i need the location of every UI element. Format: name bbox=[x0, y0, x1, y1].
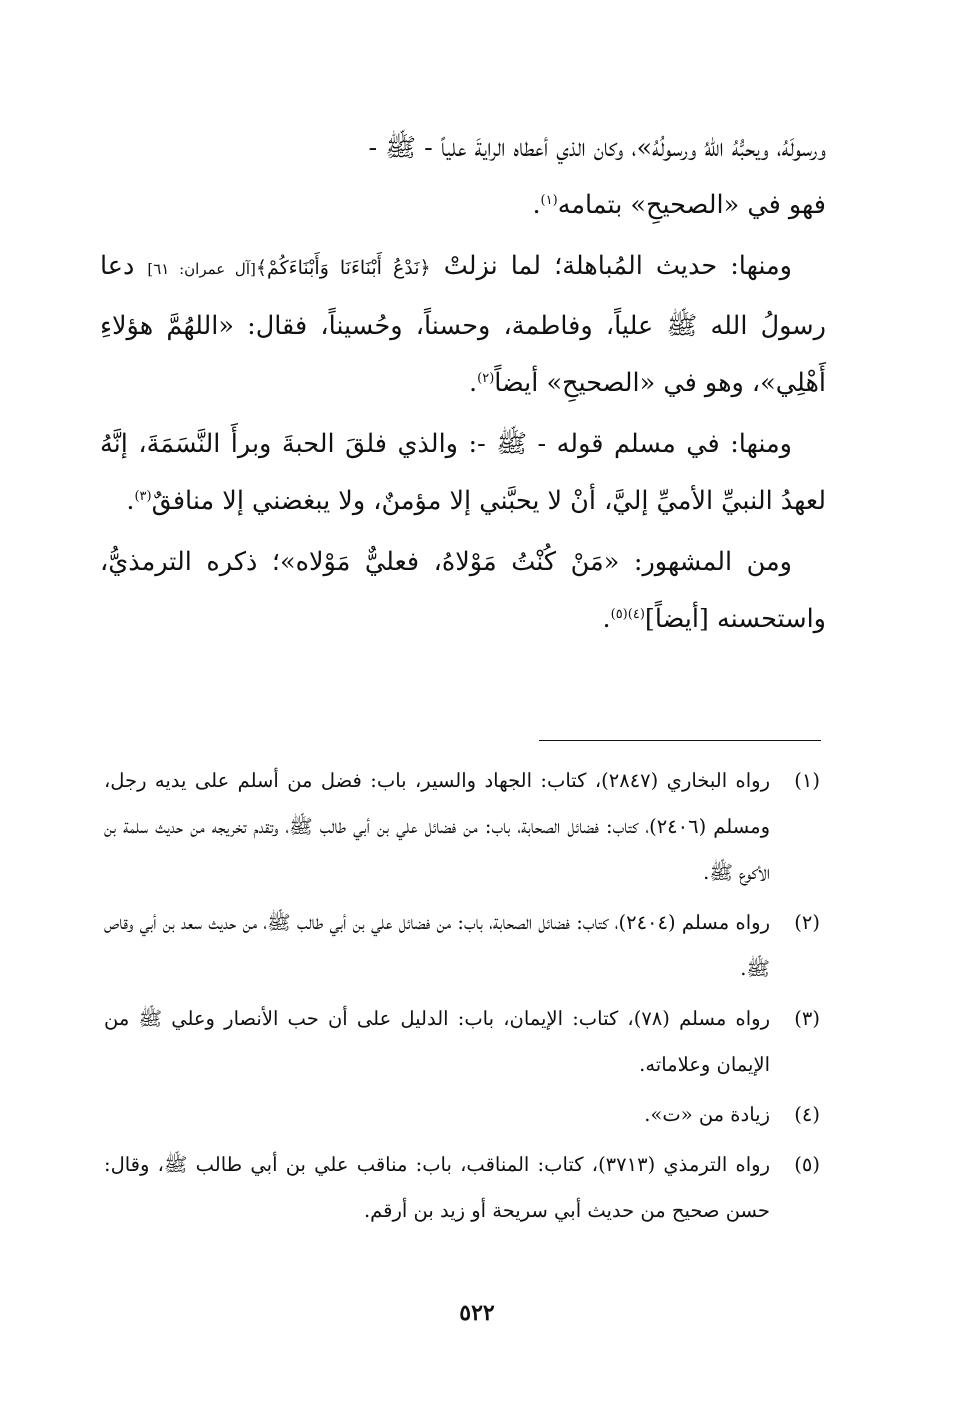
paragraph-2-start: ومنها: حديث المُباهلة؛ لما نزلتْ bbox=[430, 251, 792, 281]
paragraph-1 bbox=[100, 120, 826, 234]
paragraph-3 bbox=[100, 416, 826, 530]
paragraph-3-end: . bbox=[126, 486, 135, 516]
paragraph-3-text: ومنها: في مسلم قوله - ﷺ -: والذي فلقَ الحبةَ وبرأَ النَّسَمَةَ، إنَّهُ لعهدُ النبيِّ الأميِّ إليَّ، أنْ لا يحبَّني إلا مؤمنٌ، ولا يبغضني إلا منافقٌ bbox=[100, 429, 826, 516]
paragraph-1-line-2: فهو في «الصحيحِ» بتمامه bbox=[557, 190, 826, 220]
footnote-ref-2: (٢) bbox=[477, 371, 495, 386]
footnote-4 bbox=[104, 1092, 820, 1138]
footnote-ref-4-5: (٤)(٥) bbox=[610, 607, 645, 622]
footnote-text: زيادة من «ت». bbox=[644, 1103, 770, 1126]
paragraph-4-end: . bbox=[602, 604, 611, 634]
page-number: ٥٢٢ bbox=[459, 1300, 495, 1326]
footnote-number: (٥) bbox=[794, 1153, 820, 1176]
verse-reference: [آل عمران: ٦١] bbox=[147, 260, 256, 278]
footnote-number: (٤) bbox=[794, 1103, 820, 1126]
footnote-ref-1: (١) bbox=[540, 193, 558, 208]
footnote-ref-3: (٣) bbox=[134, 489, 152, 504]
paragraph-2 bbox=[100, 238, 826, 412]
footnote-text: رواه الترمذي (٣٧١٣)، كتاب: المناقب، باب: مناقب علي بن أبي طالب ﷺ، وقال: حسن صحيح من حديث أبي سريحة أو زيد بن أرقم. bbox=[104, 1153, 770, 1222]
main-text bbox=[100, 120, 826, 652]
footnote-separator bbox=[539, 740, 821, 741]
footnote-text: رواه البخاري (٢٨٤٧)، كتاب: الجهاد والسير، باب: فضل من أسلم على يديه رجل، ومسلم (٢٤٠٦)، كتاب: فضائل الصحابة، باب: من فضائل علي بن أبي طالب ﷺ، وتقدم تخريجه من حديث سلمة بن الأكوع ﷺ. bbox=[104, 769, 770, 884]
footnote-2 bbox=[104, 900, 820, 992]
footnote-number: (١) bbox=[794, 769, 820, 792]
paragraph-1-line-1: ورسولَهُ، ويحبُّهُ اللهُ ورسولُهُ»، وكان الذي أعطاه الرايةَ علياً - ﷺ - bbox=[368, 133, 826, 163]
footnote-text: رواه مسلم (٧٨)، كتاب: الإيمان، باب: الدليل على أن حب الأنصار وعلي ﷺ من الإيمان وعلاماته. bbox=[104, 1007, 770, 1076]
footnotes bbox=[104, 758, 820, 1238]
paragraph-2-rest: دعا رسولُ الله ﷺ علياً، وفاطمة، وحسناً، وحُسيناً، فقال: «اللهُمَّ هؤلاءِ أَهْلِي»، وهو في «الصحيحِ» أيضاً bbox=[100, 251, 826, 398]
footnote-number: (٣) bbox=[794, 1007, 820, 1030]
paragraph-4-text: ومن المشهور: «مَنْ كُنْتُ مَوْلاهُ، فعليٌّ مَوْلاه»؛ ذكره الترمذيُّ، واستحسنه [أيضاً] bbox=[100, 547, 826, 634]
paragraph-4 bbox=[100, 534, 826, 648]
footnote-number: (٢) bbox=[794, 911, 820, 934]
footnote-3 bbox=[104, 996, 820, 1088]
paragraph-1-end: . bbox=[532, 190, 541, 220]
footnote-1 bbox=[104, 758, 820, 896]
quran-verse: ﴿نَدْعُ أَبْنَاءَنَا وَأَبْنَاءَكُمْ﴾ bbox=[255, 257, 431, 279]
footnote-text: رواه مسلم (٢٤٠٤)، كتاب: فضائل الصحابة، باب: من فضائل علي بن أبي طالب ﷺ، من حديث سعد بن أبي وقاص ﷺ. bbox=[104, 911, 770, 980]
footnote-5 bbox=[104, 1142, 820, 1234]
paragraph-2-end: . bbox=[469, 368, 478, 398]
